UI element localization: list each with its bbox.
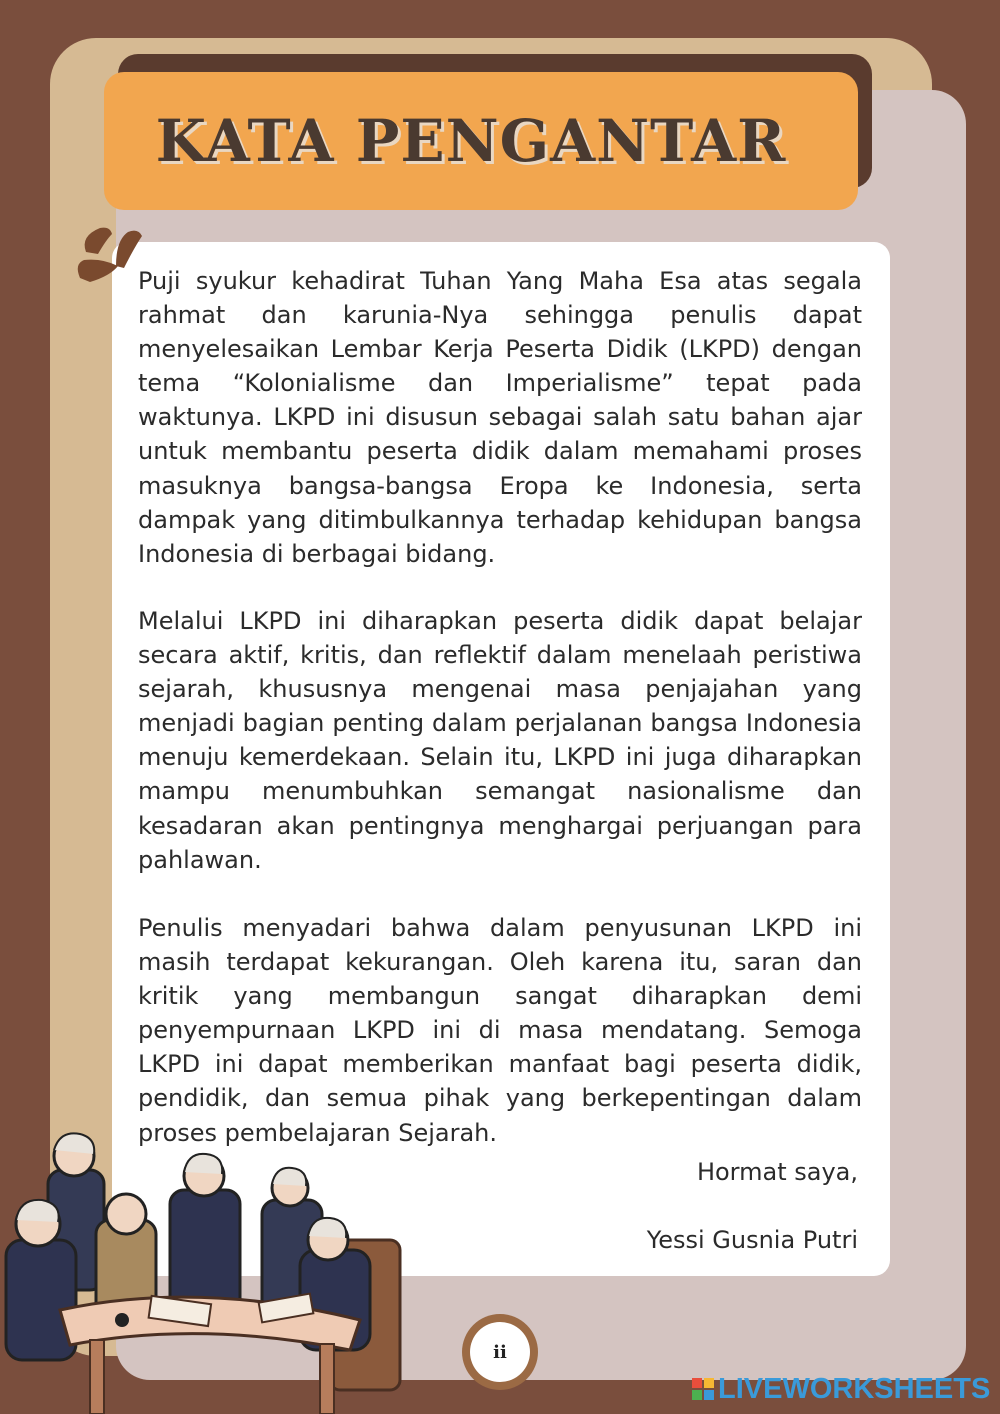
author-name: Yessi Gusnia Putri xyxy=(646,1226,858,1254)
page-title: KATA PENGANTAR xyxy=(155,107,787,175)
liveworksheets-logo-icon xyxy=(692,1378,714,1400)
page-number: ii xyxy=(470,1322,530,1382)
liveworksheets-label: LIVEWORKSHEETS xyxy=(718,1372,991,1405)
paragraph-1: Puji syukur kehadirat Tuhan Yang Maha Esa atas segala rahmat dan karunia-Nya sehingga penulis dapat menyelesaikan Lembar Kerja Peserta Didik (LKPD) dengan tema “Kolonialisme dan Imperialisme” tepat pada waktunya. LKPD ini disusun sebagai salah satu bahan ajar untuk membantu peserta didik dalam memahami proses masuknya bangsa-bangsa Eropa ke Indonesia, serta dampak yang ditimbulkannya terhadap kehidupan bangsa Indonesia di berbagai bidang. xyxy=(138,267,862,568)
paragraph-3: Penulis menyadari bahwa dalam penyusunan LKPD ini masih terdapat kekurangan. Oleh karena itu, saran dan kritik yang membangun sangat diharapkan demi penyempurnaan LKPD ini di masa mendatang. Semoga LKPD ini dapat memberikan manfaat bagi peserta didik, pendidik, dan semua pihak yang berkepentingan dalam proses pembelajaran Sejarah. xyxy=(138,914,862,1147)
paragraph-2: Melalui LKPD ini diharapkan peserta didik dapat belajar secara aktif, kritis, dan reflektif dalam menelaah peristiwa sejarah, khususnya mengenai masa penjajahan yang menjadi bagian penting dalam perjalanan bangsa Indonesia menuju kemerdekaan. Selain itu, LKPD ini juga diharapkan mampu menumbuhkan semangat nasionalisme dan kesadaran akan pentingnya menghargai perjuangan para pahlawan. xyxy=(138,607,862,874)
liveworksheets-branding[interactable] xyxy=(692,1374,990,1404)
founding-fathers-illustration xyxy=(0,1120,420,1414)
page-number-badge xyxy=(462,1314,538,1390)
title-banner xyxy=(104,72,858,210)
closing-greeting: Hormat saya, xyxy=(696,1158,858,1186)
